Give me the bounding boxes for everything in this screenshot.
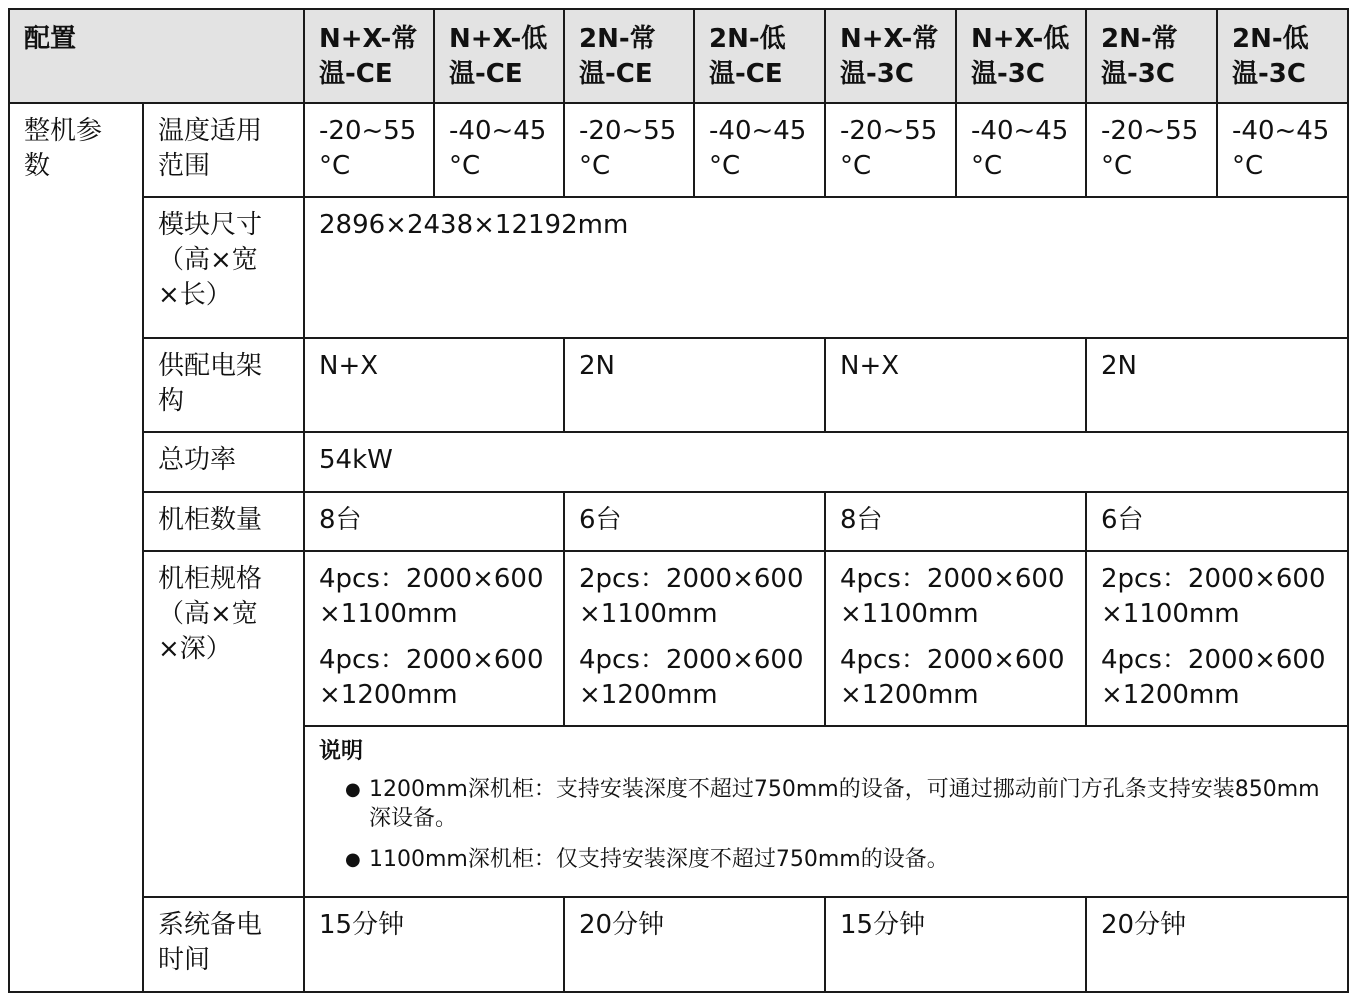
header-col-1: N+X-常 温-CE	[304, 9, 434, 103]
power-arch-cell: N+X	[825, 338, 1086, 432]
note-item-text: 1200mm深机柜：支持安装深度不超过750mm的设备，可通过挪动前门方孔条支持安装850mm深设备。	[369, 777, 1320, 831]
temperature-cell: -20~55 °C	[1086, 103, 1217, 197]
note-list	[319, 775, 1335, 874]
cabinet-spec-line: 4pcs：2000×600 ×1100mm	[319, 564, 544, 629]
temperature-cell: -20~55 °C	[304, 103, 434, 197]
backup-time-cell: 20分钟	[564, 897, 825, 992]
row-label-module-size: 模块尺寸 （高×宽 ×长）	[143, 197, 304, 338]
power-arch-cell: 2N	[1086, 338, 1348, 432]
cabinet-count-cell: 8台	[304, 492, 564, 551]
cabinet-spec-line: 4pcs：2000×600 ×1200mm	[319, 645, 544, 710]
header-row	[9, 9, 1348, 103]
header-col-6: N+X-低 温-3C	[956, 9, 1086, 103]
header-col-2: N+X-低 温-CE	[434, 9, 564, 103]
note-item	[319, 845, 1335, 874]
temperature-cell: -20~55 °C	[825, 103, 956, 197]
temperature-cell: -40~45 °C	[694, 103, 825, 197]
note-item-text: 1100mm深机柜：仅支持安装深度不超过750mm的设备。	[369, 847, 949, 872]
note-title: 说明	[319, 739, 364, 764]
temperature-cell: -40~45 °C	[956, 103, 1086, 197]
header-col-8: 2N-低 温-3C	[1217, 9, 1348, 103]
note-item	[319, 775, 1335, 833]
row-label-cabinet-spec: 机柜规格 （高×宽 ×深）	[143, 551, 304, 897]
backup-time-cell: 20分钟	[1086, 897, 1348, 992]
table-row	[9, 492, 1348, 551]
temperature-cell: -20~55 °C	[564, 103, 694, 197]
row-label-total-power: 总功率	[143, 432, 304, 492]
cabinet-spec-line: 2pcs：2000×600 ×1100mm	[1101, 564, 1326, 629]
cabinet-spec-cell	[304, 551, 564, 726]
table-row	[9, 432, 1348, 492]
cabinet-spec-line: 2pcs：2000×600 ×1100mm	[579, 564, 804, 629]
backup-time-cell: 15分钟	[825, 897, 1086, 992]
cabinet-spec-cell	[825, 551, 1086, 726]
table-row	[9, 103, 1348, 197]
power-arch-cell: 2N	[564, 338, 825, 432]
cabinet-spec-line: 4pcs：2000×600 ×1200mm	[840, 645, 1065, 710]
temperature-cell: -40~45 °C	[1217, 103, 1348, 197]
note-cell	[304, 726, 1348, 897]
row-label-cabinet-count: 机柜数量	[143, 492, 304, 551]
header-col-4: 2N-低 温-CE	[694, 9, 825, 103]
total-power-value: 54kW	[304, 432, 1348, 492]
cabinet-count-cell: 6台	[1086, 492, 1348, 551]
module-size-value: 2896×2438×12192mm	[304, 197, 1348, 338]
spec-table	[8, 8, 1349, 993]
cabinet-spec-line: 4pcs：2000×600 ×1200mm	[579, 645, 804, 710]
table-row	[9, 551, 1348, 726]
power-arch-cell: N+X	[304, 338, 564, 432]
cabinet-count-cell: 8台	[825, 492, 1086, 551]
table-row	[9, 197, 1348, 338]
cabinet-spec-cell	[1086, 551, 1348, 726]
group-label: 整机参 数	[9, 103, 143, 992]
cabinet-spec-line: 4pcs：2000×600 ×1200mm	[1101, 645, 1326, 710]
bullet-icon: ●	[345, 779, 361, 800]
cabinet-spec-cell	[564, 551, 825, 726]
header-col-3: 2N-常 温-CE	[564, 9, 694, 103]
header-config: 配置	[9, 9, 304, 103]
temperature-cell: -40~45 °C	[434, 103, 564, 197]
cabinet-spec-line: 4pcs：2000×600 ×1100mm	[840, 564, 1065, 629]
row-label-backup-time: 系统备电 时间	[143, 897, 304, 992]
backup-time-cell: 15分钟	[304, 897, 564, 992]
bullet-icon: ●	[345, 849, 361, 870]
table-row	[9, 338, 1348, 432]
header-col-5: N+X-常 温-3C	[825, 9, 956, 103]
row-label-temperature: 温度适用 范围	[143, 103, 304, 197]
table-row	[9, 897, 1348, 992]
cabinet-count-cell: 6台	[564, 492, 825, 551]
header-col-7: 2N-常 温-3C	[1086, 9, 1217, 103]
row-label-power-arch: 供配电架 构	[143, 338, 304, 432]
